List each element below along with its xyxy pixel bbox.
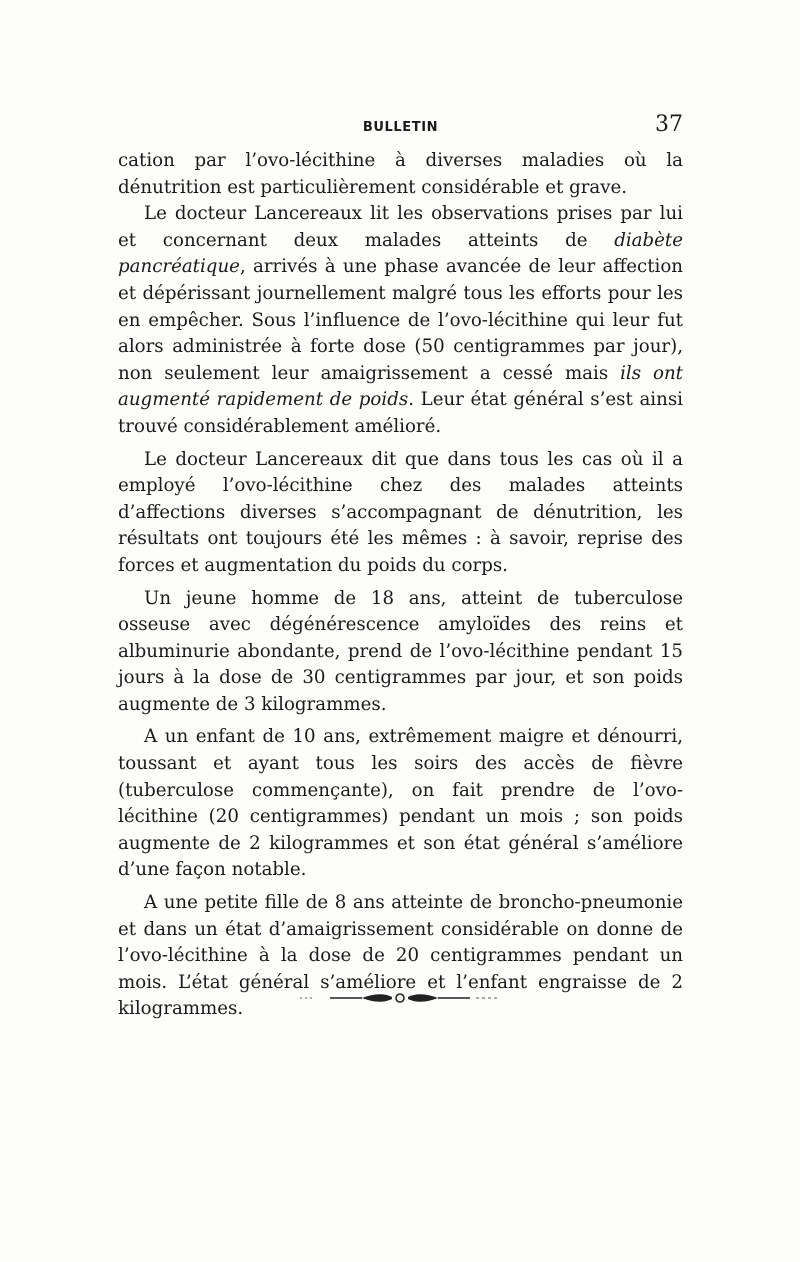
italic-phrase: diabète pancréatique	[118, 229, 683, 278]
running-head	[118, 112, 683, 142]
paragraph-case-young-man: Un jeune homme de 18 ans, atteint de tuberculose osseuse avec dégénérescence amyloïdes des reins et albuminurie abondante, prend de l’ovo-lécithine pendant 15 jours à la dose de 30 centigrammes par jour, et son poids augmente de 3 kilogrammes.	[118, 587, 683, 715]
paragraph-case-child: A un enfant de 10 ans, extrêmement maigre et dénourri, toussant et ayant tous les soirs des accès de fièvre (tuberculose commençante), on fait prendre de l’ovo-lécithine (20 centigrammes) pendant un mois ; son poids augmente de 2 kilogrammes et son état général s’améliore d’une façon notable.	[118, 726, 683, 881]
body-text	[118, 148, 683, 1023]
paragraph-text: Le docteur Lancereaux lit les observations prises par lui et concernant deux malades atteints de	[118, 203, 683, 251]
paragraph-continuation: cation par l’ovo-lécithine à diverses maladies où la dénutrition est particulièrement considérable et grave.	[118, 150, 683, 198]
paragraph-case-girl: A une petite fille de 8 ans atteinte de broncho-pneumonie et dans un état d’amaigrissement considérable on donne de l’ovo-lécithine à la dose de 20 centigrammes pendant un mois. L’état général s’améliore et l’enfant engraisse de 2 kilogrammes.	[118, 892, 683, 1020]
running-title: BULLETIN	[362, 120, 439, 135]
italic-phrase: ils ont augmenté rapidement de poids	[118, 362, 683, 411]
paragraph-text: , arrivés à une phase avancée de leur affection et dépérissant journellement malgré tous les efforts pour les en empêcher. Sous l’influence de l’ovo-lécithine qui leur fut alors administrée à forte dose (50 centigrammes par jour), non seulement leur amaigrissement a cessé mais	[118, 256, 683, 384]
paragraph-results: Le docteur Lancereaux dit que dans tous les cas où il a employé l’ovo-lécithine chez des malades atteints d’affections diverses s’accompagnant de dénutrition, les résultats ont toujours été les mêmes : à savoir, reprise des forces et augmentation du poids du corps.	[118, 448, 683, 576]
tailpiece-ornament	[300, 988, 500, 1008]
paragraph-lancereaux-observations	[118, 201, 683, 440]
page-number: 37	[655, 112, 683, 137]
paragraph-text: . Leur état général s’est ainsi trouvé considérablement amélioré.	[118, 389, 683, 437]
